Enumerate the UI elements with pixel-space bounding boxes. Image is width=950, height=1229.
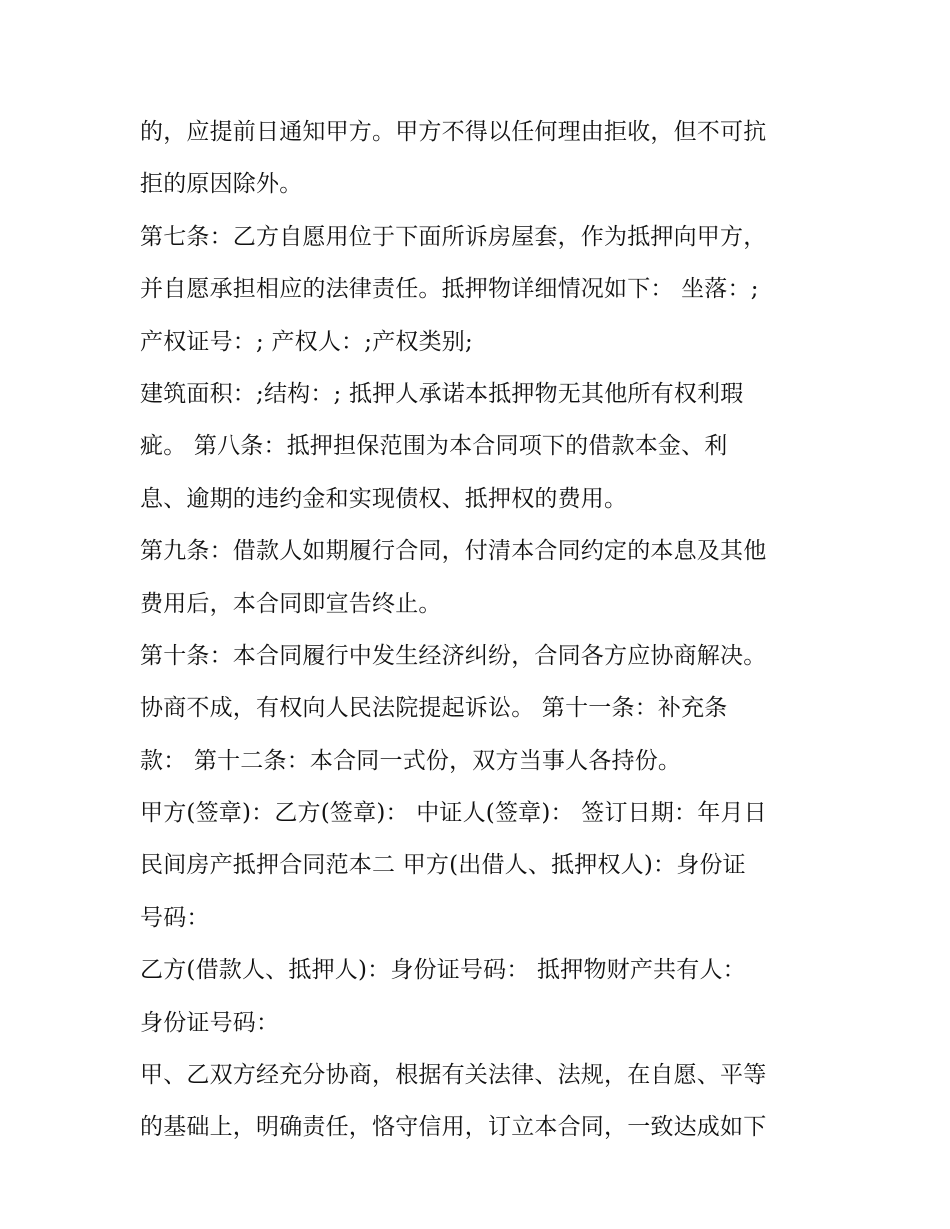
text-line: 甲方(签章)：乙方(签章)： 中证人(签章)： 签订日期：年月日 xyxy=(140,800,767,827)
text-line: 费用后，本合同即宣告终止。 xyxy=(140,590,442,617)
text-line: 款： 第十二条：本合同一式份，双方当事人各持份。 xyxy=(140,747,682,774)
text-line: 第九条：借款人如期履行合同，付清本合同约定的本息及其他 xyxy=(140,538,767,565)
text-line: 协商不成，有权向人民法院提起诉讼。 第十一条：补充条 xyxy=(140,695,728,722)
text-line: 身份证号码： xyxy=(140,1009,280,1036)
text-line: 并自愿承担相应的法律责任。抵押物详细情况如下： 坐落：; xyxy=(140,276,759,303)
text-line: 拒的原因除外。 xyxy=(140,171,303,198)
text-line: 民间房产抵押合同范本二 甲方(出借人、抵押权人)：身份证 xyxy=(140,852,746,879)
text-line: 甲、乙双方经充分协商，根据有关法律、法规，在自愿、平等 xyxy=(140,1062,767,1089)
text-line: 第十条：本合同履行中发生经济纠纷，合同各方应协商解决。 xyxy=(140,642,767,669)
text-line: 号码： xyxy=(140,904,210,931)
text-line: 第七条：乙方自愿用位于下面所诉房屋套，作为抵押向甲方， xyxy=(140,223,767,250)
text-line: 产权证号：; 产权人：;产权类别; xyxy=(140,328,473,355)
text-line: 乙方(借款人、抵押人)：身份证号码： 抵押物财产共有人： xyxy=(140,957,746,984)
text-line: 疵。 第八条：抵押担保范围为本合同项下的借款本金、利 xyxy=(140,433,728,460)
text-line: 建筑面积：;结构：; 抵押人承诺本抵押物无其他所有权利瑕 xyxy=(140,380,744,407)
text-line: 的，应提前日通知甲方。甲方不得以任何理由拒收，但不可抗 xyxy=(140,119,767,145)
text-line: 息、逾期的违约金和实现债权、抵押权的费用。 xyxy=(140,485,628,512)
contract-body-text xyxy=(140,108,830,1156)
text-line: 的基础上，明确责任，恪守信用，订立本合同，一致达成如下 xyxy=(140,1114,767,1141)
